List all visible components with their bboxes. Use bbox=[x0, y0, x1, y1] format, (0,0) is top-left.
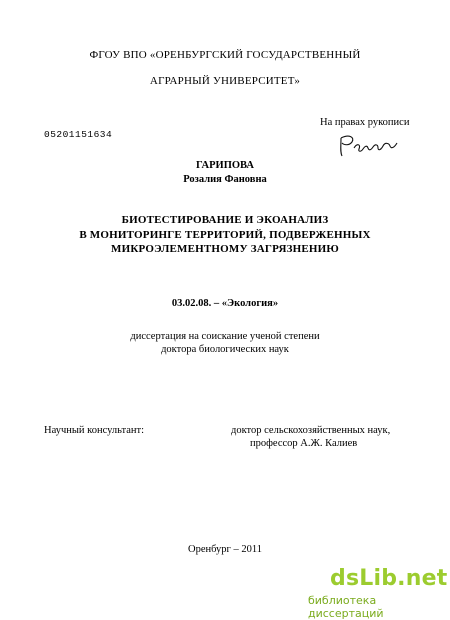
watermark-logo: dsLib.net bbox=[330, 566, 448, 591]
institution-line-2: АГРАРНЫЙ УНИВЕРСИТЕТ» bbox=[149, 75, 301, 87]
author-given-names: Розалия Фановна bbox=[183, 174, 267, 185]
title-line-1: БИОТЕСТИРОВАНИЕ И ЭКОАНАЛИЗ bbox=[121, 214, 329, 226]
consultant-label: Научный консультант: bbox=[44, 425, 145, 436]
consultant-name: профессор А.Ж. Калиев bbox=[250, 438, 358, 449]
registration-number: 05201151634 bbox=[44, 129, 113, 140]
signature bbox=[335, 128, 410, 162]
watermark-subtitle: библиотека диссертаций bbox=[308, 594, 384, 620]
title-line-3: МИКРОЭЛЕМЕНТНОМУ ЗАГРЯЗНЕНИЮ bbox=[110, 243, 340, 255]
degree-line-2: доктора биологических наук bbox=[161, 344, 289, 355]
specialty: 03.02.08. – «Экология» bbox=[171, 298, 279, 309]
title-line-2: В МОНИТОРИНГЕ ТЕРРИТОРИЙ, ПОДВЕРЖЕННЫХ bbox=[79, 228, 371, 241]
city-year: Оренбург – 2011 bbox=[188, 544, 262, 555]
dissertation-title bbox=[0, 213, 450, 257]
manuscript-note: На правах рукописи bbox=[320, 117, 410, 128]
consultant-degree: доктор сельскохозяйственных наук, bbox=[231, 425, 391, 436]
author-surname: ГАРИПОВА bbox=[196, 160, 254, 171]
institution-line-1: ФГОУ ВПО «ОРЕНБУРГСКИЙ ГОСУДАРСТВЕННЫЙ bbox=[89, 49, 361, 61]
degree-line-1: диссертация на соискание ученой степени bbox=[130, 331, 320, 342]
